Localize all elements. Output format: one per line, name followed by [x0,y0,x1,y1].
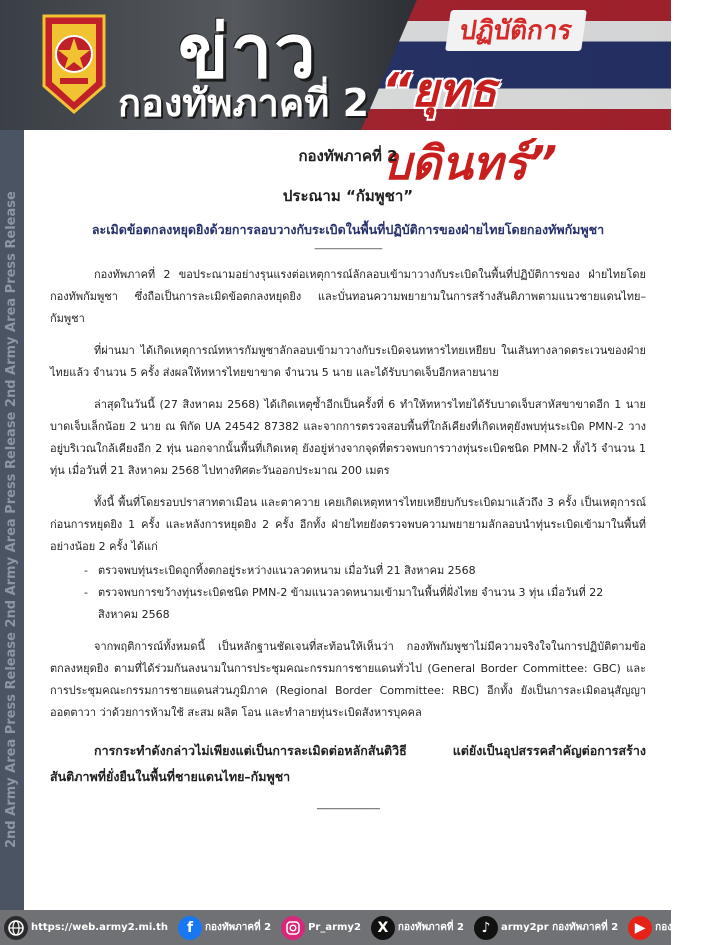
x-handle: กองทัพภาคที่ 2 [397,922,464,933]
paragraph-3: ล่าสุดในวันนี้ (27 สิงหาคม 2568) ได้เกิดเหตุซ้ำอีกเป็นครั้งที่ 6 ทำให้ทหารไทยได้รับบาดเจ็บสาหัสขาขาดอีก 1 นาย บาดเจ็บเล็กน้อย 2 นาย ณ พิกัด UA 24542 87382 และจากการตรวจสอบพื้นที่ใกล้เคียงที่เกิดเหตุยังพบทุ่นระเบิด PMN-2 วางอยู่บริเวณใกล้เคียงอีก 2 ทุ่น นอกจากนั้นพื้นที่เกิดเหตุ ยังอยู่ห่างจากจุดที่ตรวจพบการวางทุ่นระเบิดชนิด PMN-2 ทั้งไว้ จำนวน 1 ทุ่น เมื่อวันที่ 21 สิงหาคม 2568 ไปทางทิศตะวันออกประมาณ 200 เมตร [50,398,646,477]
list-item: - ตรวจพบการขว้างทุ่นระเบิดชนิด PMN-2 ข้ามแนวลวดหนามเข้ามาในพื้นที่ฝั่งไทย จำนวน 3 ทุ่น เมื่อวันที่ 22 สิงหาคม 2568 [84,582,646,626]
footer-social-bar [0,910,721,945]
incident-list [84,560,646,626]
operation-label: ปฏิบัติการ [445,10,586,51]
facebook-icon: f [178,916,202,940]
paragraph-4: ทั้งนี้ พื้นที่โดยรอบปราสาทตาเมือน และตาควาย เคยเกิดเหตุทหารไทยเหยียบกับระเบิดมาแล้วถึง 3 ครั้ง เป็นเหตุการณ์ก่อนการหยุดยิง 1 ครั้ง และหลังการหยุดยิง 2 ครั้ง อีกทั้ง ฝ่ายไทยยังตรวจพบความพยายามลักลอบนำทุ่นระเบิดเข้ามาในพื้นที่อย่างน้อย 2 ครั้ง ได้แก่ [50,496,646,553]
youtube-link[interactable] [628,916,721,940]
youtube-icon: ▶ [628,916,652,940]
tiktok-handle: army2pr กองทัพภาคที่ 2 [500,922,619,933]
document-heading-1: กองทัพภาคที่ 2 [298,147,398,165]
globe-icon [4,916,28,940]
website-link[interactable] [4,916,168,940]
facebook-link[interactable] [178,916,271,940]
end-divider: ---------------------------- [316,804,380,814]
facebook-handle: กองทัพภาคที่ 2 [205,922,272,933]
army-area-title: กองทัพภาคที่ 2 [118,81,370,125]
instagram-icon [281,916,305,940]
list-item: - ตรวจพบทุ่นระเบิดถูกทิ้งตกอยู่ระหว่างแนวลวดหนาม เมื่อวันที่ 21 สิงหาคม 2568 [84,560,646,582]
paragraph-2: ที่ผ่านมา ได้เกิดเหตุการณ์ทหารกัมพูชาลักลอบเข้ามาวางกับระเบิดจนทหารไทยเหยียบ ในเส้นทางลาดตระเวนของฝ่ายไทยแล้ว จำนวน 5 ครั้ง ส่งผลให้ทหารไทยขาขาด จำนวน 5 นาย และได้รับบาดเจ็บอีกหลายนาย [50,344,646,379]
tiktok-icon: ♪ [474,916,498,940]
instagram-handle: Pr_army2 [308,922,361,933]
header-banner [0,0,671,190]
side-press-release-band [0,130,24,910]
paragraph-5: จากพฤติการณ์ทั้งหมดนี้ เป็นหลักฐานชัดเจนที่สะท้อนให้เห็นว่า กองทัพกัมพูชาไม่มีความจริงใจในการปฏิบัติตามข้อตกลงหยุดยิง ตามที่ได้ร่วมกันลงนามในการประชุมคณะกรรมการชายแดนทั่วไป (General Border Committee: GBC) และการประชุมคณะกรรมการชายแดนส่วนภูมิภาค (Regional Border Committee: RBC) อีกทั้ง ยังเป็นการละเมิดอนุสัญญาออตตาวา ว่าด้วยการห้ามใช้ สะสม ผลิต โอน และทำลายทุ่นระเบิดสังหารบุคคล [50,640,646,719]
x-icon: X [371,916,395,940]
instagram-link[interactable] [281,916,361,940]
tiktok-link[interactable] [474,916,618,940]
paragraph-1: กองทัพภาคที่ 2 ขอประณามอย่างรุนแรงต่อเหตุการณ์ลักลอบเข้ามาวางกับระเบิดในพื้นที่ปฏิบัติการของ ฝ่ายไทยโดยกองทัพกัมพูชา ซึ่งถือเป็นการละเมิดข้อตกลงหยุดยิง และบั่นทอนความพยายามในการสร้างสันติภาพตามแนวชายแดนไทย–กัมพูชา [50,268,646,325]
youtube-handle: กองทัพภาคที่ 2 [655,922,721,933]
document-heading-2: ประณาม “กัมพูชา” [282,187,414,205]
news-title: ข่าว [178,9,318,95]
closing-statement: การกระทำดังกล่าวไม่เพียงแต่เป็นการละเมิดต่อหลักสันติวิธี แต่ยังเป็นอุปสรรคสำคัญต่อการสร้างสันติภาพที่ยั่งยืนในพื้นที่ชายแดนไทย–กัมพูชา [50,743,646,784]
operation-name: “ยุทธบดินทร์” [382,63,558,190]
website-url: https://web.army2.mi.th [31,922,168,933]
press-release-body [50,134,646,814]
x-link[interactable] [371,916,464,940]
document-headline: ละเมิดข้อตกลงหยุดยิงด้วยการลอบวางกับระเบิดในพื้นที่ปฏิบัติการของฝ่ายไทยโดยกองทัพกัมพูชา [91,222,605,237]
side-band-text: 2nd Army Area Press Release 2nd Army Area Press Release 2nd Army Area Press Release [4,191,19,849]
heading-divider: ------------------------------ [314,244,382,254]
army-emblem-logo [38,8,110,116]
